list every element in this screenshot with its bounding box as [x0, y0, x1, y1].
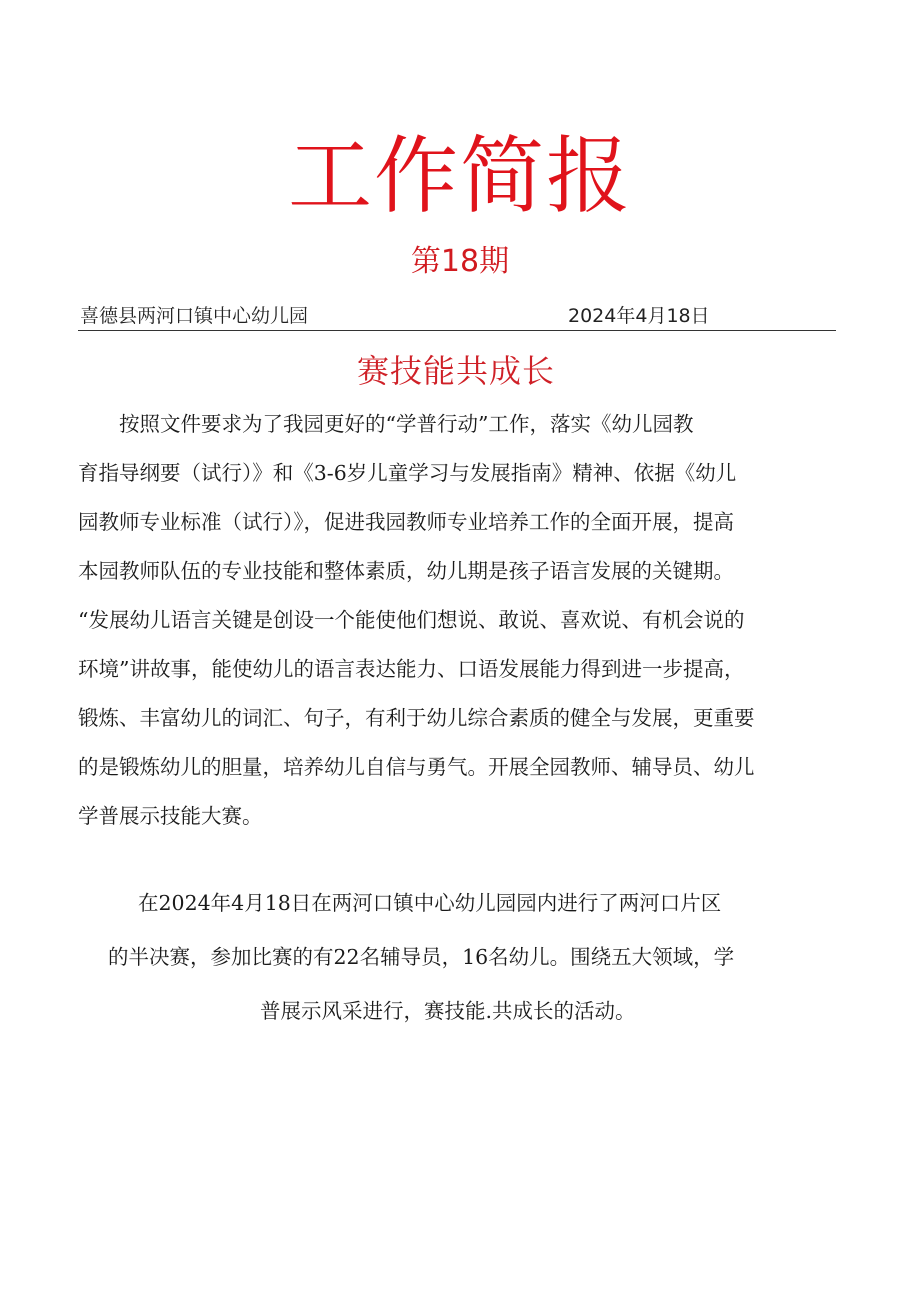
article-title: 赛技能共成长	[356, 352, 555, 390]
closing-line: 在2024年4月18日在两河口镇中心幼儿园园内进行了两河口片区	[138, 891, 722, 915]
paragraph-line: 学普展示技能大赛。	[78, 804, 263, 828]
paragraph-line: 园教师专业标准（试行）》，促进我园教师专业培养工作的全面开展，提高	[78, 510, 734, 534]
publication-date: 2024年4月18日	[568, 305, 710, 327]
issue-number: 第18期	[410, 244, 510, 279]
closing-line: 普展示风采进行，赛技能.共成长的活动。	[260, 999, 636, 1023]
paragraph-line: 本园教师队伍的专业技能和整体素质，幼儿期是孩子语言发展的关键期。	[78, 559, 734, 583]
organization-name: 喜德县两河口镇中心幼儿园	[80, 305, 309, 327]
closing-line: 的半决赛，参加比赛的有22名辅导员，16名幼儿。围绕五大领域，学	[108, 945, 735, 969]
masthead-title: 工作简报	[287, 127, 632, 225]
paragraph-line: 环境”讲故事，能使幼儿的语言表达能力、口语发展能力得到进一步提高，	[78, 657, 745, 681]
paragraph-line: 按照文件要求为了我园更好的“学普行动”工作，落实《幼儿园教	[78, 412, 694, 436]
paragraph-line: 的是锻炼幼儿的胆量，培养幼儿自信与勇气。开展全园教师、辅导员、幼儿	[78, 755, 755, 779]
article-body-paragraph	[78, 400, 842, 841]
paragraph-line: 育指导纲要（试行）》和《3-6岁儿童学习与发展指南》精神、依据《幼儿	[78, 461, 737, 485]
publication-meta-row	[78, 302, 836, 331]
paragraph-line: 锻炼、丰富幼儿的词汇、句子，有利于幼儿综合素质的健全与发展，更重要	[78, 706, 755, 730]
paragraph-line: “发展幼儿语言关键是创设一个能使他们想说、敢说、喜欢说、有机会说的	[78, 608, 745, 632]
